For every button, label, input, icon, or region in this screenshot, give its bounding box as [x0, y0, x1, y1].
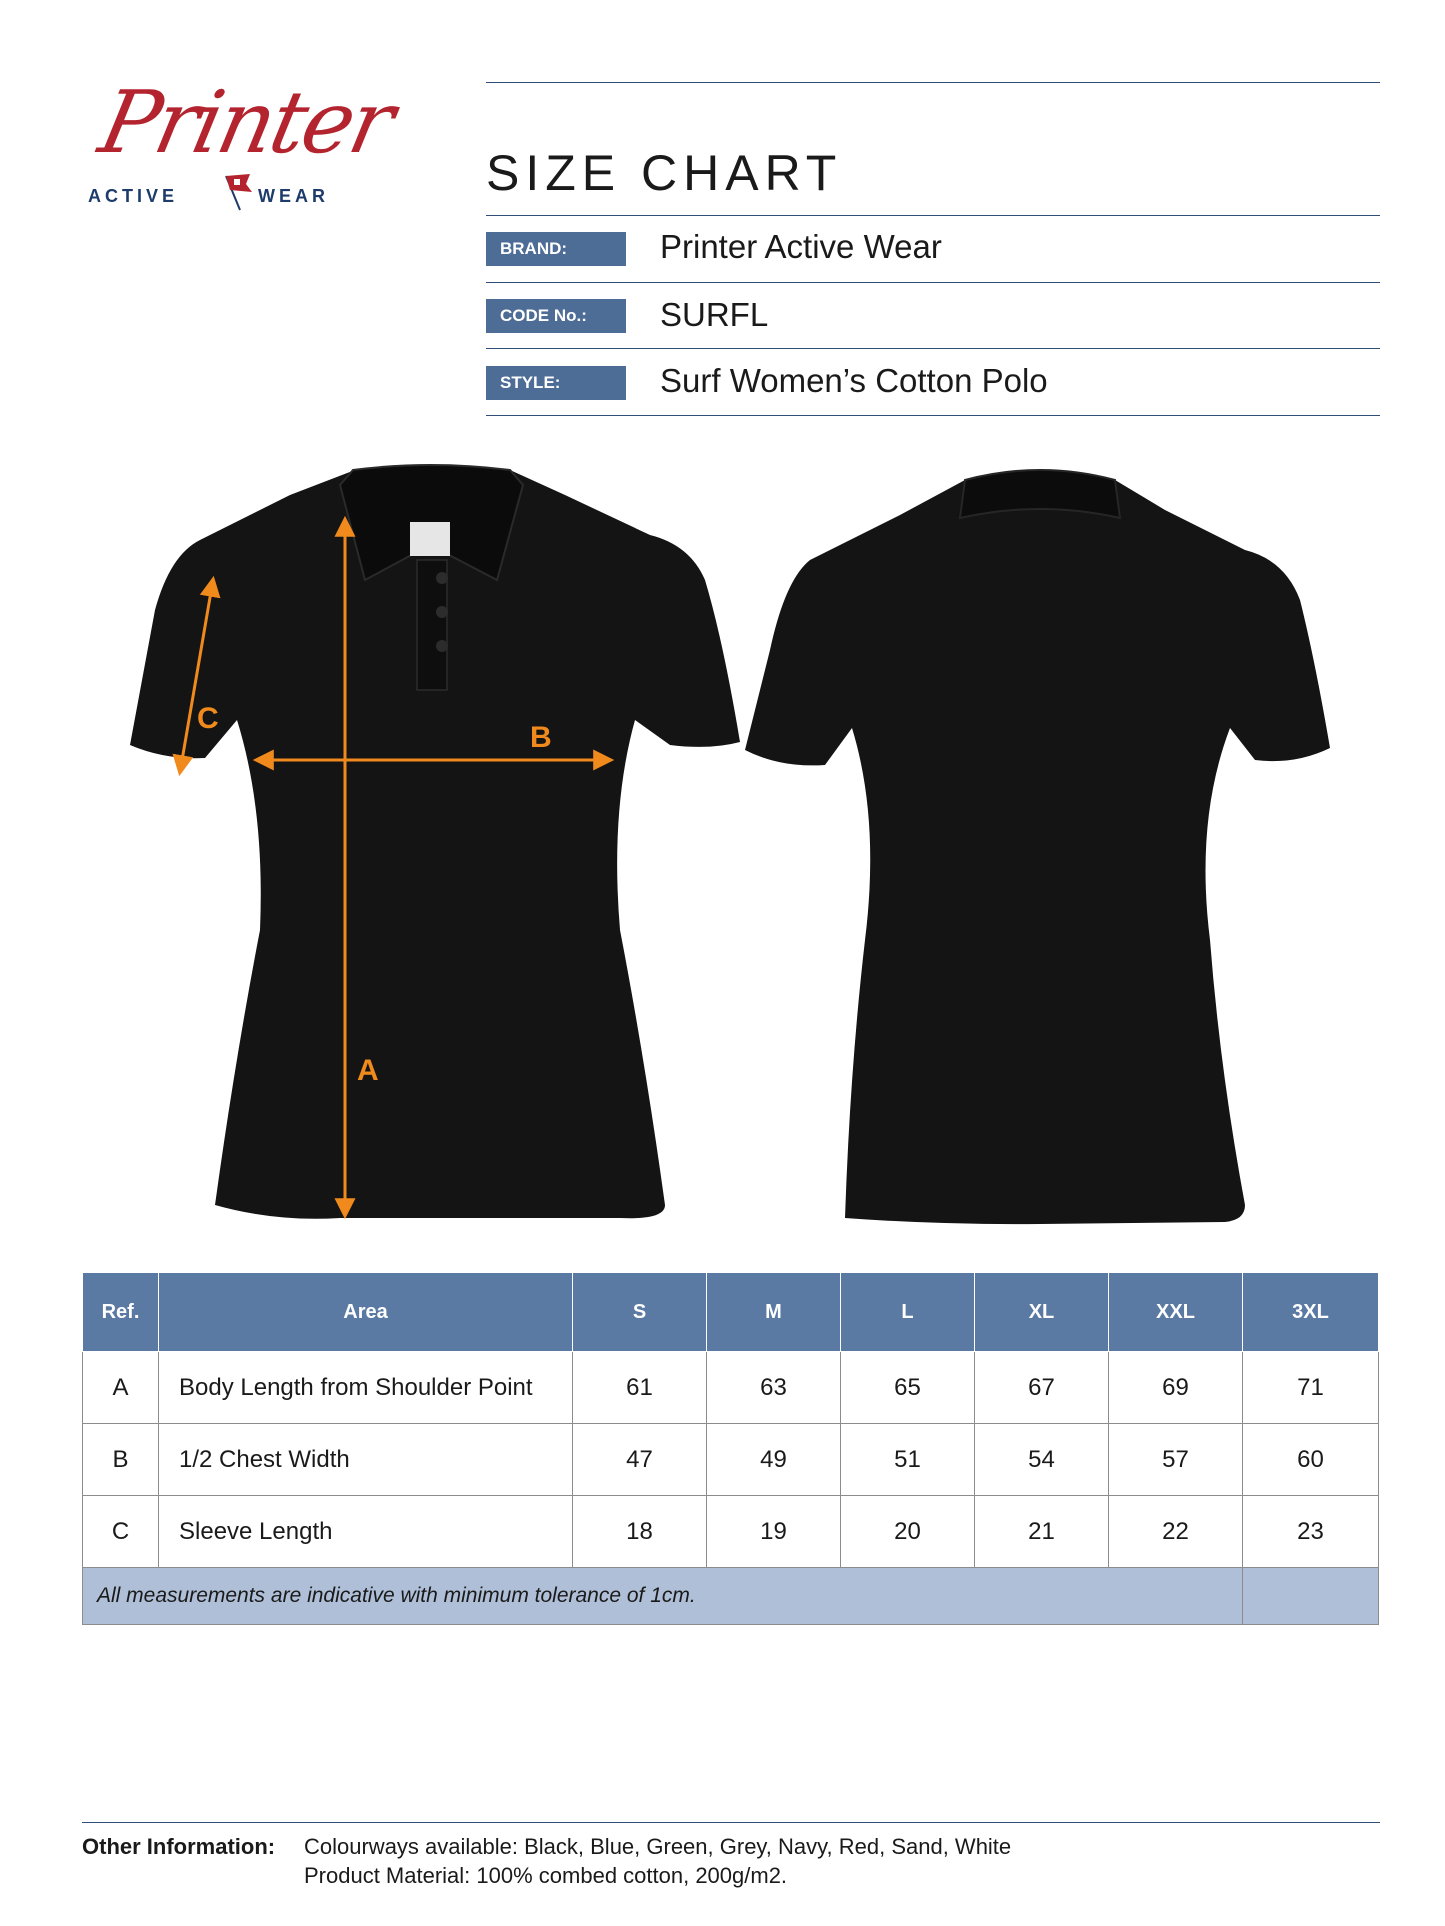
cell-value: 51	[841, 1424, 975, 1496]
style-tag: STYLE:	[486, 366, 626, 400]
cell-value: 20	[841, 1496, 975, 1568]
header-rule-3	[486, 348, 1380, 349]
table-row	[83, 1496, 1379, 1568]
col-header-xxl: XXL	[1109, 1273, 1243, 1352]
other-info-label: Other Information:	[82, 1834, 276, 1859]
cell-ref: B	[83, 1424, 159, 1496]
brand-tag: BRAND:	[486, 232, 626, 266]
col-header-l: L	[841, 1273, 975, 1352]
cell-value: 49	[707, 1424, 841, 1496]
col-header-s: S	[573, 1273, 707, 1352]
cell-value: 21	[975, 1496, 1109, 1568]
code-value: SURFL	[660, 296, 769, 333]
flag-icon	[220, 172, 254, 212]
col-header-xl: XL	[975, 1273, 1109, 1352]
table-note-row	[83, 1568, 1379, 1625]
header-rule-2	[486, 282, 1380, 283]
measure-label-a: A	[357, 1054, 379, 1087]
table-note-empty-cell	[1243, 1568, 1379, 1625]
table-header-row	[83, 1273, 1379, 1352]
header-rule-top	[486, 82, 1380, 83]
col-header-3xl: 3XL	[1243, 1273, 1379, 1352]
cell-value: 61	[573, 1352, 707, 1424]
table-row	[83, 1424, 1379, 1496]
brand-logo	[88, 73, 401, 215]
header-rule-1	[486, 215, 1380, 216]
measure-label-c: C	[197, 702, 219, 735]
front-button-2	[436, 606, 448, 618]
header-rule-4	[486, 415, 1380, 416]
cell-value: 18	[573, 1496, 707, 1568]
cell-value: 67	[975, 1352, 1109, 1424]
front-button-1	[436, 572, 448, 584]
cell-ref: A	[83, 1352, 159, 1424]
cell-value: 71	[1243, 1352, 1379, 1424]
cell-ref: C	[83, 1496, 159, 1568]
logo-script-text: Printer	[91, 73, 401, 173]
page-title: SIZE CHART	[486, 145, 843, 201]
col-header-m: M	[707, 1273, 841, 1352]
cell-value: 22	[1109, 1496, 1243, 1568]
cell-value: 60	[1243, 1424, 1379, 1496]
code-tag: CODE No.:	[486, 299, 626, 333]
neck-label	[410, 522, 450, 556]
material-text: Product Material: 100% combed cotton, 200g/m2.	[304, 1863, 788, 1888]
table-row	[83, 1352, 1379, 1424]
cell-value: 57	[1109, 1424, 1243, 1496]
cell-value: 19	[707, 1496, 841, 1568]
back-body-shape	[745, 480, 1330, 1224]
col-header-area: Area	[159, 1273, 573, 1352]
cell-value: 47	[573, 1424, 707, 1496]
polo-front-illustration	[125, 460, 755, 1230]
col-header-ref: Ref.	[83, 1273, 159, 1352]
cell-value: 63	[707, 1352, 841, 1424]
cell-area: Body Length from Shoulder Point	[159, 1352, 573, 1424]
cell-value: 69	[1109, 1352, 1243, 1424]
cell-value: 65	[841, 1352, 975, 1424]
colourways-text: Colourways available: Black, Blue, Green, Grey, Navy, Red, Sand, White	[304, 1834, 1012, 1859]
size-table	[82, 1272, 1379, 1625]
cell-area: 1/2 Chest Width	[159, 1424, 573, 1496]
measure-label-b: B	[530, 721, 552, 754]
footer-rule	[82, 1822, 1380, 1823]
table-note: All measurements are indicative with minimum tolerance of 1cm.	[83, 1568, 1243, 1625]
brand-value: Printer Active Wear	[660, 228, 942, 265]
logo-word-active: ACTIVE	[88, 186, 179, 206]
style-value: Surf Women’s Cotton Polo	[660, 362, 1048, 399]
cell-area: Sleeve Length	[159, 1496, 573, 1568]
cell-value: 54	[975, 1424, 1109, 1496]
cell-value: 23	[1243, 1496, 1379, 1568]
front-button-3	[436, 640, 448, 652]
logo-word-wear: WEAR	[258, 186, 329, 206]
polo-back-illustration	[740, 460, 1340, 1230]
